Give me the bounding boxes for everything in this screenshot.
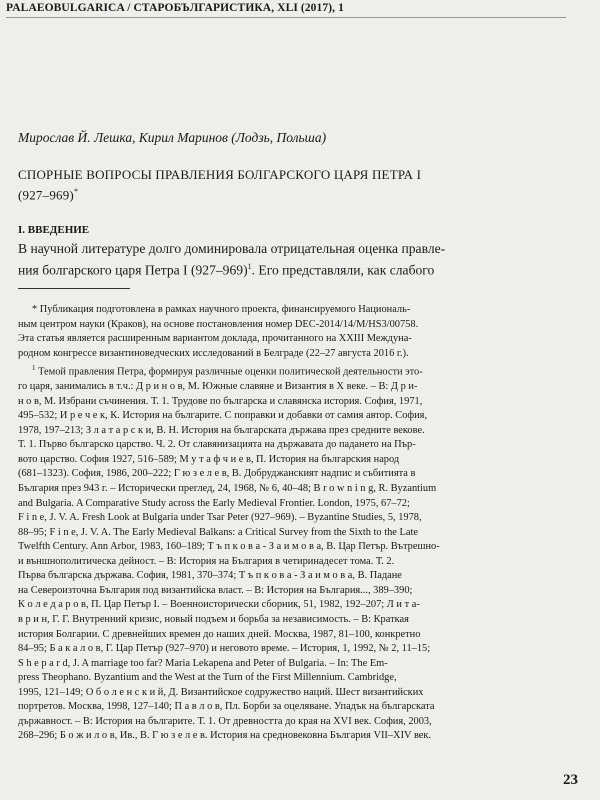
intro-paragraph (18, 240, 578, 280)
footnote-line: Първа българска държава. София, 1981, 370–374; Т ъ п к о в а - З а и м о в а, В. Падане (18, 570, 402, 582)
footnote-line: and Bulgaria. A Comparative Study across the Early Medieval Frontier. London, 1975, 67–72; (18, 497, 410, 509)
title-line-2 (18, 183, 421, 203)
footnote-line: родном конгрессе византиноведческих исследований в Белграде (22–27 августа 2016 г.). (18, 347, 409, 359)
footnote-line: * Публикация подготовлена в рамках научного проекта, финансируемого Националь- (32, 304, 411, 315)
intro-line-2-end: . Его представляли, как слабого (251, 262, 435, 278)
footnote-1-body (18, 380, 584, 744)
footnote-line: история Болгарии. С древнейших времен до наших дней. Москва, 1987, 81–100, конкретно (18, 628, 421, 640)
footnote-line: (681–1323). София, 1986, 200–222; Г ю з е л е в, В. Добруджанският надпис и събитията в (18, 468, 416, 480)
intro-line-2-start: ния болгарского царя Петра I (927–969) (18, 262, 248, 278)
section-heading: I. ВВЕДЕНИЕ (18, 224, 90, 236)
article-authors: Мирослав Й. Лешка, Кирил Маринов (Лодзь, Польша) (18, 130, 327, 145)
footnotes (18, 303, 584, 744)
page-number: 23 (563, 772, 578, 788)
footnote-line: 88–95; F i n e, J. V. A. The Early Medieval Balkans: a Critical Survey from the Sixth to the Late (18, 526, 418, 538)
title-footnote-mark: * (73, 187, 79, 196)
title-line-1: СПОРНЫЕ ВОПРОСЫ ПРАВЛЕНИЯ БОЛГАРСКОГО ЦАРЯ ПЕТРА I (18, 167, 422, 182)
footnote-line: на Североизточна България под византийска власт. – В: История на България..., 389–390; (18, 584, 413, 596)
footnote-line: 1995, 121–149; О б о л е н с к и й, Д. Византийское содружество наций. Шест византийских (18, 686, 424, 698)
footnote-line: 84–95; Б а к а л о в, Г. Цар Петър (927–970) и неговото време. – История, 1, 1992, № 2, 11–15; (18, 643, 431, 655)
footnote-line: 1978, 197–213; З л а т а р с к и, В. Н. История на българската държава през средните векове. (18, 424, 425, 436)
footnote-rule (18, 288, 130, 289)
footnote-line: S h e p a r d, J. A marriage too far? Maria Lekapena and Peter of Bulgaria. – In: The Em- (18, 657, 388, 669)
intro-footnote-mark: 1 (247, 262, 252, 271)
footnote-line: F i n e, J. V. A. Fresh Look at Bulgaria under Tsar Peter (927–969). – Byzantine Studies, 5, 1978, (18, 512, 422, 524)
header-rule (6, 17, 566, 18)
footnote-line: България през 943 г. – Исторически преглед, 24, 1968, № 6, 40–48; B r o w n i n g, R. Byzantium (18, 483, 437, 495)
footnote-line: ным центром науки (Краков), на основе постановления номер DEC-2014/14/M/HS3/00758. (18, 318, 419, 330)
footnote-line: К о л е д а р о в, П. Цар Петър I. – Военноисторически сборник, 51, 1982, 192–207; Л и т а- (18, 599, 420, 611)
intro-line-1: В научной литературе долго доминировала отрицательная оценка правле- (18, 241, 446, 256)
footnote-line: Т. 1. Първо българско царство. Ч. 2. От славянизацията на държавата до падането на Пър- (18, 439, 416, 451)
footnote-line: press Theophano. Byzantium and the West at the Turn of the First Millennium. Cambridge, (18, 672, 397, 684)
footnote-line: вото царство. София 1927, 516–589; М у т а ф ч и е в, П. История на българския народ (18, 453, 400, 465)
footnote-line: и външнополитическа дейност. – В: История на България в четиринадесет тома. Т. 2. (18, 555, 395, 567)
footnote-line: държавност. – В: История на българите. Т. 1. От древността до края на XVI век. София, 2003, (18, 715, 432, 727)
footnote-line: Эта статья является расширенным вариантом доклада, прочитанного на XXIII Междуна- (18, 333, 412, 345)
footnote-line: в р и н, Г. Г. Внутренний кризис, новый подъем и борьба за независимость. – В: Краткая (18, 613, 409, 625)
footnote-1-mark: 1 (32, 364, 36, 373)
footnote-line: н о в, М. Избрани съчинения. Т. 1. Трудове по българска и славянска история. София, 1971, (18, 395, 423, 407)
footnote-line: 495–532; И р е ч е к, К. История на българите. С поправки и добавки от самия автор. София, (18, 410, 428, 422)
intro-line-2 (18, 258, 578, 280)
footnote-line: 268–296; Б о ж и л о в, Ив., В. Г ю з е л е в. История на средновековна България VII–XIV век. (18, 730, 432, 742)
article-title (18, 166, 421, 203)
title-years: (927–969) (18, 187, 74, 203)
footnote-line: го царя, занимались в т.ч.: Д р и н о в, М. Южные славяне и Византия в X веке. – В: Д р и- (18, 381, 418, 393)
footnote-line: Twelfth Century. Ann Arbor, 1983, 160–189; Т ъ п к о в а - З а и м о в а, В. Цар Петър. Вътрешно- (18, 541, 440, 553)
footnote-1-first-line (18, 361, 584, 380)
footnote-line: портретов. Москва, 1998, 127–140; П а в л о в, Пл. Борби за оцеляване. Упадък на българската (18, 701, 435, 713)
footnote-1-text: Темой правления Петра, формируя различные оценки политической деятельности это- (35, 366, 423, 378)
running-header: PALAEOBULGARICA / СТАРОБЪЛГАРИСТИКА, XLI (2017), 1 (6, 2, 344, 14)
